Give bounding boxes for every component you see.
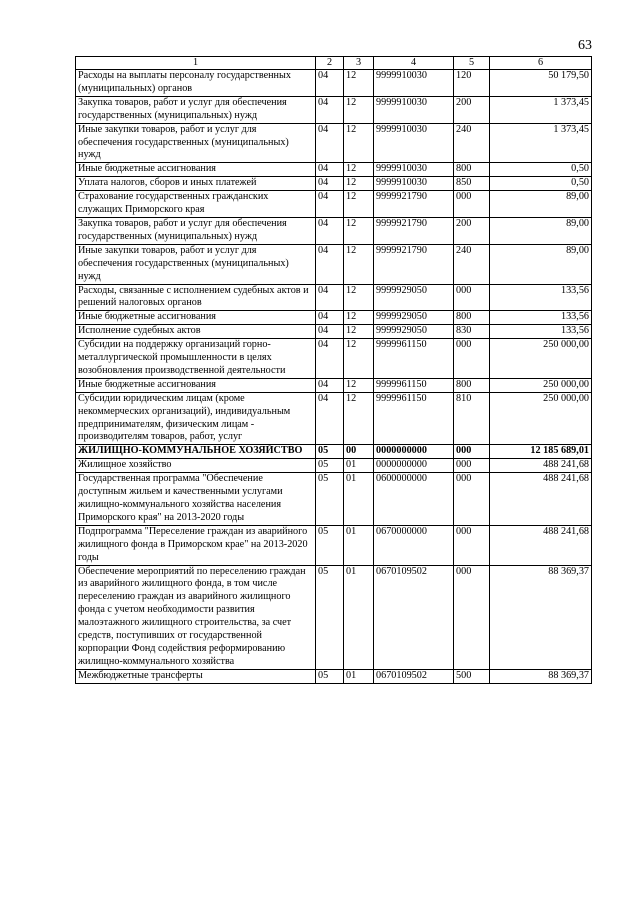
amount-cell: 89,00 bbox=[490, 217, 592, 244]
expense-type-cell: 000 bbox=[454, 445, 490, 459]
header-cell: 5 bbox=[454, 57, 490, 70]
name-cell: Жилищное хозяйство bbox=[76, 459, 316, 473]
subsection-cell: 01 bbox=[344, 565, 374, 669]
subsection-cell: 12 bbox=[344, 244, 374, 284]
table-row bbox=[76, 392, 592, 445]
section-cell: 04 bbox=[316, 217, 344, 244]
expense-type-cell: 240 bbox=[454, 244, 490, 284]
table-row bbox=[76, 445, 592, 459]
amount-cell: 488 241,68 bbox=[490, 525, 592, 565]
amount-cell: 488 241,68 bbox=[490, 473, 592, 526]
subsection-cell: 12 bbox=[344, 177, 374, 191]
expense-type-cell: 200 bbox=[454, 217, 490, 244]
target-article-cell: 9999910030 bbox=[374, 177, 454, 191]
section-cell: 04 bbox=[316, 244, 344, 284]
amount-cell: 0,50 bbox=[490, 177, 592, 191]
target-article-cell: 0670109502 bbox=[374, 669, 454, 683]
amount-cell: 1 373,45 bbox=[490, 96, 592, 123]
target-article-cell: 9999961150 bbox=[374, 339, 454, 379]
table-row bbox=[76, 565, 592, 669]
amount-cell: 250 000,00 bbox=[490, 392, 592, 445]
name-cell: Расходы на выплаты персоналу государственных (муниципальных) органов bbox=[76, 70, 316, 97]
expense-type-cell: 500 bbox=[454, 669, 490, 683]
subsection-cell: 12 bbox=[344, 339, 374, 379]
table-row bbox=[76, 284, 592, 311]
name-cell: Субсидии юридическим лицам (кроме некоммерческих организаций), индивидуальным предпринимателям, физическим лицам - производителям товаров, работ, услуг bbox=[76, 392, 316, 445]
amount-cell: 133,56 bbox=[490, 284, 592, 311]
expense-type-cell: 000 bbox=[454, 339, 490, 379]
name-cell: Исполнение судебных актов bbox=[76, 325, 316, 339]
amount-cell: 250 000,00 bbox=[490, 378, 592, 392]
amount-cell: 1 373,45 bbox=[490, 123, 592, 163]
budget-table bbox=[75, 56, 592, 684]
subsection-cell: 12 bbox=[344, 284, 374, 311]
target-article-cell: 0600000000 bbox=[374, 473, 454, 526]
table-row bbox=[76, 70, 592, 97]
expense-type-cell: 200 bbox=[454, 96, 490, 123]
name-cell: Расходы, связанные с исполнением судебных актов и решений налоговых органов bbox=[76, 284, 316, 311]
amount-cell: 133,56 bbox=[490, 325, 592, 339]
target-article-cell: 0000000000 bbox=[374, 445, 454, 459]
target-article-cell: 9999961150 bbox=[374, 392, 454, 445]
name-cell: Страхование государственных гражданских служащих Приморского края bbox=[76, 191, 316, 218]
amount-cell: 89,00 bbox=[490, 244, 592, 284]
section-cell: 04 bbox=[316, 70, 344, 97]
name-cell: Государственная программа "Обеспечение доступным жильем и качественными услугами жилищно-коммунального хозяйства населения Приморского края" на 2013-2020 годы bbox=[76, 473, 316, 526]
subsection-cell: 12 bbox=[344, 163, 374, 177]
name-cell: Закупка товаров, работ и услуг для обеспечения государственных (муниципальных) нужд bbox=[76, 96, 316, 123]
target-article-cell: 0670000000 bbox=[374, 525, 454, 565]
subsection-cell: 12 bbox=[344, 123, 374, 163]
expense-type-cell: 800 bbox=[454, 378, 490, 392]
target-article-cell: 9999921790 bbox=[374, 244, 454, 284]
expense-type-cell: 830 bbox=[454, 325, 490, 339]
header-row bbox=[76, 57, 592, 70]
amount-cell: 88 369,37 bbox=[490, 669, 592, 683]
table-row bbox=[76, 473, 592, 526]
table-body bbox=[76, 70, 592, 684]
section-cell: 05 bbox=[316, 459, 344, 473]
section-cell: 04 bbox=[316, 325, 344, 339]
name-cell: Межбюджетные трансферты bbox=[76, 669, 316, 683]
expense-type-cell: 850 bbox=[454, 177, 490, 191]
subsection-cell: 12 bbox=[344, 191, 374, 218]
table-row bbox=[76, 339, 592, 379]
subsection-cell: 12 bbox=[344, 325, 374, 339]
section-cell: 05 bbox=[316, 445, 344, 459]
target-article-cell: 9999910030 bbox=[374, 70, 454, 97]
subsection-cell: 12 bbox=[344, 217, 374, 244]
page-number: 63 bbox=[578, 38, 592, 53]
section-cell: 04 bbox=[316, 284, 344, 311]
expense-type-cell: 000 bbox=[454, 473, 490, 526]
name-cell: Иные бюджетные ассигнования bbox=[76, 378, 316, 392]
table-row bbox=[76, 669, 592, 683]
table-row bbox=[76, 525, 592, 565]
expense-type-cell: 000 bbox=[454, 565, 490, 669]
section-cell: 04 bbox=[316, 311, 344, 325]
expense-type-cell: 000 bbox=[454, 284, 490, 311]
subsection-cell: 01 bbox=[344, 459, 374, 473]
name-cell: Иные бюджетные ассигнования bbox=[76, 311, 316, 325]
expense-type-cell: 000 bbox=[454, 525, 490, 565]
name-cell: Закупка товаров, работ и услуг для обеспечения государственных (муниципальных) нужд bbox=[76, 217, 316, 244]
table-row bbox=[76, 325, 592, 339]
amount-cell: 250 000,00 bbox=[490, 339, 592, 379]
name-cell: Иные бюджетные ассигнования bbox=[76, 163, 316, 177]
section-cell: 04 bbox=[316, 378, 344, 392]
target-article-cell: 9999910030 bbox=[374, 163, 454, 177]
target-article-cell: 9999929050 bbox=[374, 325, 454, 339]
expense-type-cell: 800 bbox=[454, 311, 490, 325]
target-article-cell: 9999921790 bbox=[374, 191, 454, 218]
name-cell: Субсидии на поддержку организаций горно-металлургической промышленности в целях возобновления производственной деятельности bbox=[76, 339, 316, 379]
subsection-cell: 12 bbox=[344, 70, 374, 97]
section-cell: 04 bbox=[316, 177, 344, 191]
expense-type-cell: 810 bbox=[454, 392, 490, 445]
subsection-cell: 01 bbox=[344, 525, 374, 565]
subsection-cell: 12 bbox=[344, 392, 374, 445]
header-cell: 1 bbox=[76, 57, 316, 70]
section-cell: 05 bbox=[316, 473, 344, 526]
expense-type-cell: 000 bbox=[454, 191, 490, 218]
section-cell: 04 bbox=[316, 163, 344, 177]
name-cell: Уплата налогов, сборов и иных платежей bbox=[76, 177, 316, 191]
subsection-cell: 00 bbox=[344, 445, 374, 459]
name-cell: ЖИЛИЩНО-КОММУНАЛЬНОЕ ХОЗЯЙСТВО bbox=[76, 445, 316, 459]
section-cell: 04 bbox=[316, 96, 344, 123]
amount-cell: 0,50 bbox=[490, 163, 592, 177]
name-cell: Подпрограмма "Переселение граждан из аварийного жилищного фонда в Приморском крае" на 2013-2020 годы bbox=[76, 525, 316, 565]
header-cell: 4 bbox=[374, 57, 454, 70]
expense-type-cell: 120 bbox=[454, 70, 490, 97]
table-row bbox=[76, 378, 592, 392]
name-cell: Обеспечение мероприятий по переселению граждан из аварийного жилищного фонда, в том числе переселению граждан из аварийного жилищного фонда с учетом необходимости развития малоэтажного жилищного строительства, за счет средств, поступивших от государственной корпорации Фонд содействия реформированию жилищно-коммунального хозяйства bbox=[76, 565, 316, 669]
subsection-cell: 12 bbox=[344, 378, 374, 392]
expense-type-cell: 000 bbox=[454, 459, 490, 473]
amount-cell: 89,00 bbox=[490, 191, 592, 218]
subsection-cell: 01 bbox=[344, 669, 374, 683]
amount-cell: 12 185 689,01 bbox=[490, 445, 592, 459]
expense-type-cell: 800 bbox=[454, 163, 490, 177]
section-cell: 04 bbox=[316, 339, 344, 379]
subsection-cell: 12 bbox=[344, 96, 374, 123]
amount-cell: 88 369,37 bbox=[490, 565, 592, 669]
name-cell: Иные закупки товаров, работ и услуг для обеспечения государственных (муниципальных) нужд bbox=[76, 244, 316, 284]
target-article-cell: 9999910030 bbox=[374, 96, 454, 123]
subsection-cell: 12 bbox=[344, 311, 374, 325]
table-row bbox=[76, 311, 592, 325]
subsection-cell: 01 bbox=[344, 473, 374, 526]
table-row bbox=[76, 163, 592, 177]
header-cell: 3 bbox=[344, 57, 374, 70]
table-row bbox=[76, 96, 592, 123]
name-cell: Иные закупки товаров, работ и услуг для обеспечения государственных (муниципальных) нужд bbox=[76, 123, 316, 163]
table-row bbox=[76, 191, 592, 218]
section-cell: 04 bbox=[316, 123, 344, 163]
section-cell: 04 bbox=[316, 191, 344, 218]
target-article-cell: 0000000000 bbox=[374, 459, 454, 473]
table-row bbox=[76, 123, 592, 163]
table-row bbox=[76, 177, 592, 191]
target-article-cell: 9999910030 bbox=[374, 123, 454, 163]
table-row bbox=[76, 459, 592, 473]
amount-cell: 488 241,68 bbox=[490, 459, 592, 473]
expense-type-cell: 240 bbox=[454, 123, 490, 163]
target-article-cell: 9999961150 bbox=[374, 378, 454, 392]
header-cell: 2 bbox=[316, 57, 344, 70]
target-article-cell: 9999921790 bbox=[374, 217, 454, 244]
header-cell: 6 bbox=[490, 57, 592, 70]
section-cell: 05 bbox=[316, 565, 344, 669]
amount-cell: 133,56 bbox=[490, 311, 592, 325]
target-article-cell: 9999929050 bbox=[374, 311, 454, 325]
amount-cell: 50 179,50 bbox=[490, 70, 592, 97]
target-article-cell: 0670109502 bbox=[374, 565, 454, 669]
target-article-cell: 9999929050 bbox=[374, 284, 454, 311]
section-cell: 05 bbox=[316, 525, 344, 565]
section-cell: 05 bbox=[316, 669, 344, 683]
section-cell: 04 bbox=[316, 392, 344, 445]
table-row bbox=[76, 244, 592, 284]
table-row bbox=[76, 217, 592, 244]
